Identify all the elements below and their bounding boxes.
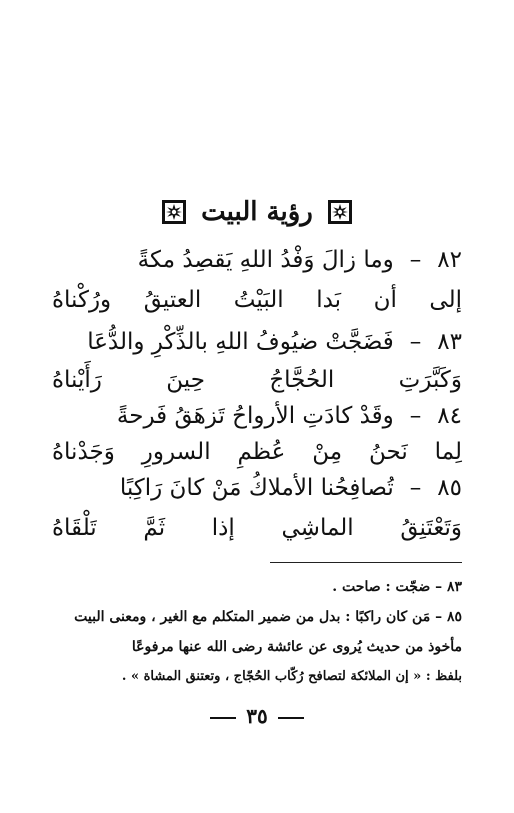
ornament-left-icon bbox=[161, 199, 187, 225]
footnote-85-continuation-1: مأخوذ من حديث يُروى عن عائشة رضى الله عنها مرفوعًا bbox=[131, 639, 462, 655]
verse-82-second-hemistich: إلى أن بَدا البَيْتُ العتيقُ ورُكْناهُ bbox=[52, 287, 462, 313]
verse-number: ٨٤ bbox=[437, 403, 462, 429]
verse-82-first-hemistich: ٨٢ – وما زالَ وَفْدُ اللهِ يَقصِدُ مكةً bbox=[52, 240, 462, 280]
verse-84-first-hemistich: ٨٤ – وقَدْ كادَتِ الأرواحُ تَزهَقُ فَرحةً bbox=[52, 396, 462, 436]
footnote-number: ٨٣ bbox=[446, 579, 462, 595]
footnote-85: ٨٥ – مَن كان راكبًا : بدل من ضمير المتكلم مع الغير ، ومعنى البيت bbox=[74, 609, 462, 625]
section-heading bbox=[0, 192, 514, 232]
footnote-text: : صاحت . bbox=[332, 579, 391, 595]
footnote-text: : بدل من ضمير المتكلم مع الغير ، ومعنى البيت bbox=[74, 609, 351, 625]
page-number-value: ٣٥ bbox=[246, 704, 268, 728]
verse-text: تُصافِحُنا الأملاكُ مَنْ كانَ رَاكِبًا bbox=[119, 475, 394, 501]
verse-number: ٨٢ bbox=[437, 247, 462, 273]
footnote-83: ٨٣ – ضجّت : صاحت . bbox=[332, 579, 462, 595]
ornament-right-icon bbox=[327, 199, 353, 225]
verse-85-second-hemistich: وَتَعْتَنِقُ الماشِي إذا ثَمَّ تَلْقَاهُ bbox=[52, 515, 462, 541]
verse-text: وقَدْ كادَتِ الأرواحُ تَزهَقُ فَرحةً bbox=[116, 403, 394, 429]
footnote-term: مَن كان راكبًا bbox=[355, 609, 431, 625]
verse-text: فَضَجَّتْ ضيُوفُ اللهِ بالذِّكْرِ والدُّعَا bbox=[87, 329, 394, 355]
page-number-dash bbox=[210, 717, 236, 719]
footnote-85-continuation-2: بلفظ : « إن الملائكة لتصافح رُكّاب الحُجّاج ، وتعتنق المشاة » . bbox=[121, 669, 462, 684]
footnote-separator bbox=[270, 562, 462, 563]
verse-84-second-hemistich: لِما نَحنُ مِنْ عُظمِ السرورِ وَجَدْناهُ bbox=[52, 439, 462, 465]
page-title: رؤية البيت bbox=[201, 197, 313, 227]
verse-number: ٨٥ bbox=[437, 475, 462, 501]
verse-83-second-hemistich: وَكَبَّرَتِ الحُجَّاجُ حِينَ رَأَيْناهُ bbox=[52, 367, 462, 393]
page-number bbox=[0, 704, 514, 728]
verse-text: وما زالَ وَفْدُ اللهِ يَقصِدُ مكةً bbox=[137, 247, 394, 273]
verse-83-first-hemistich: ٨٣ – فَضَجَّتْ ضيُوفُ اللهِ بالذِّكْرِ والدُّعَا bbox=[52, 322, 462, 362]
footnote-term: ضجّت bbox=[395, 579, 431, 595]
verse-85-first-hemistich: ٨٥ – تُصافِحُنا الأملاكُ مَنْ كانَ رَاكِبًا bbox=[52, 468, 462, 508]
page-number-dash bbox=[278, 717, 304, 719]
verse-number: ٨٣ bbox=[437, 329, 462, 355]
footnote-number: ٨٥ bbox=[446, 609, 462, 625]
